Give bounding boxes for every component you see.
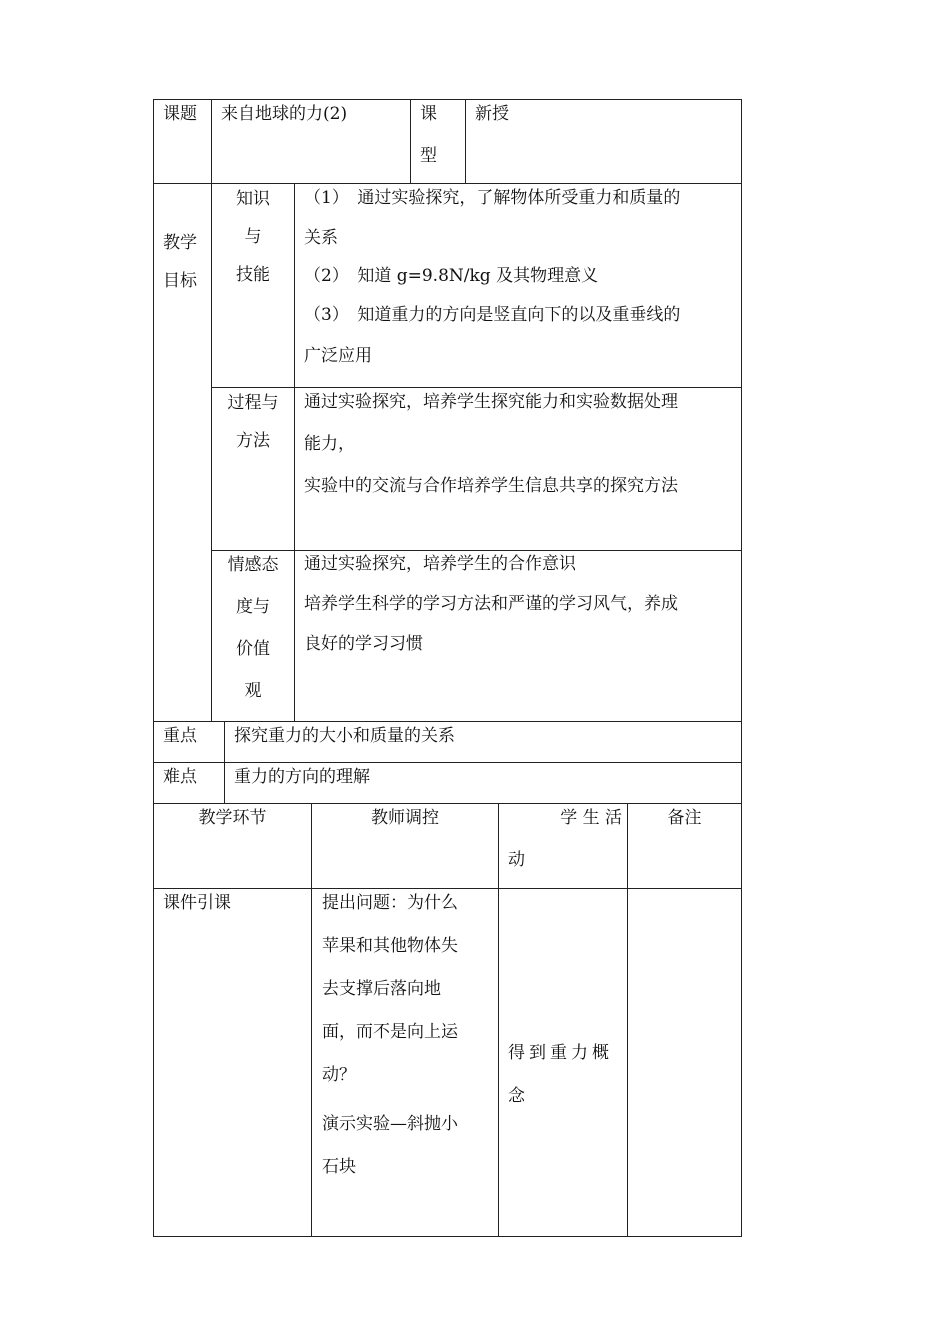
knowledge-content: （1） 通过实验探究，了解物体所受重力和质量的 关系 （2） 知道 g=9.8N/kg 及其物理意义 （3） 知道重力的方向是竖直向下的以及重垂线的 广泛应用 — [304, 188, 681, 366]
key-point-value: 探究重力的大小和质量的关系 — [234, 726, 455, 746]
subject-value: 来自地球的力(2) — [221, 104, 348, 124]
vline — [498, 803, 499, 1237]
type-label: 课 型 — [420, 104, 437, 166]
vline — [741, 99, 742, 1237]
vline — [465, 99, 466, 184]
vline — [627, 803, 628, 1237]
vline — [224, 721, 225, 803]
type-value: 新授 — [475, 104, 509, 124]
vline — [153, 99, 154, 1237]
column-header-student: 学 生 活 动 — [508, 808, 622, 870]
table-row-teacher: 提出问题：为什么 苹果和其他物体失 去支撑后落向地 面，而不是向上运 动？ 演示实验—斜抛小 石块 — [322, 893, 458, 1177]
column-header-stage: 教学环节 — [198, 808, 267, 828]
emotion-content: 通过实验探究，培养学生的合作意识 培养学生科学的学习方法和严谨的学习风气，养成 良好的学习习惯 — [304, 554, 678, 654]
key-point-label: 重点 — [163, 726, 197, 746]
vline — [294, 183, 295, 721]
vline — [410, 99, 411, 184]
vline — [311, 803, 312, 1237]
knowledge-label: 知识 与 技能 — [236, 189, 270, 285]
hline — [153, 1236, 742, 1237]
table-row-student: 得到重力概 念 — [508, 1043, 613, 1106]
emotion-label: 情感态 度与 价值 观 — [227, 555, 279, 701]
table-row-stage: 课件引课 — [163, 893, 231, 913]
process-label: 过程与 方法 — [227, 393, 279, 451]
column-header-teacher: 教师调控 — [371, 808, 439, 828]
column-header-note: 备注 — [667, 808, 702, 828]
difficulty-label: 难点 — [163, 767, 197, 787]
objectives-label: 教学 目标 — [163, 233, 197, 291]
difficulty-value: 重力的方向的理解 — [234, 767, 370, 787]
vline — [211, 99, 212, 184]
process-content: 通过实验探究，培养学生探究能力和实验数据处理 能力， 实验中的交流与合作培养学生信息共享的探究方法 — [304, 392, 678, 496]
subject-label: 课题 — [163, 104, 197, 124]
